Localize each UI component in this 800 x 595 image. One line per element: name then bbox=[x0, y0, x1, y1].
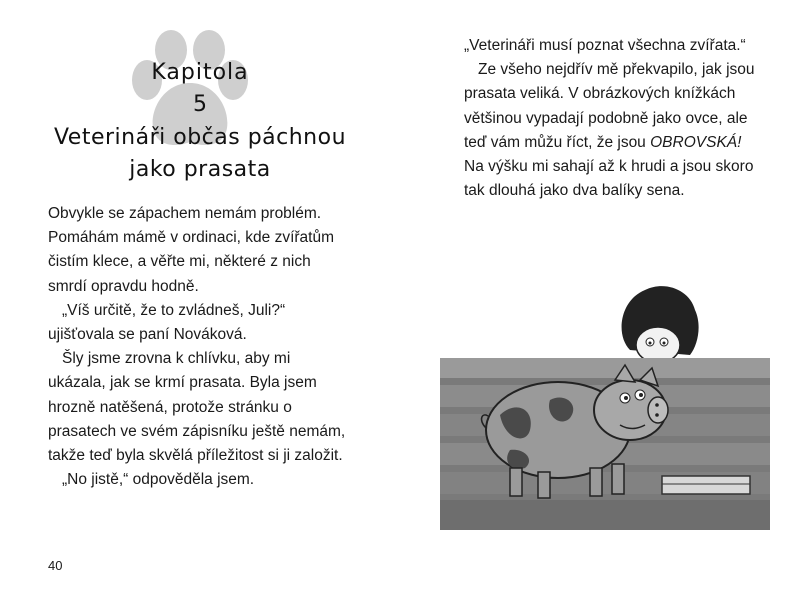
right-body-text bbox=[464, 34, 764, 203]
chapter-title bbox=[40, 122, 360, 186]
paragraph: „Veterináři musí poznat všechna zvířata.“ bbox=[464, 37, 746, 54]
pig-illustration bbox=[440, 280, 770, 530]
feeding-trough bbox=[662, 476, 750, 494]
chapter-title-line1: Veterináři občas páchnou bbox=[53, 125, 347, 150]
chapter-title-line2: jako prasata bbox=[129, 157, 271, 182]
left-body-text bbox=[48, 202, 348, 492]
paragraph: Obvykle se zápachem nemám problém. Pomáhám mámě v ordinaci, kde zvířatům čistím klece, a věřte mi, některé z nich smrdí opravdu hodně. bbox=[48, 205, 334, 295]
girl-figure bbox=[622, 286, 699, 363]
page-number: 40 bbox=[48, 558, 63, 573]
paragraph bbox=[464, 58, 764, 203]
emphasis-text: OBROVSKÁ! bbox=[650, 133, 742, 151]
right-page bbox=[400, 0, 800, 595]
paragraph: Šly jsme zrovna k chlívku, aby mi ukázala, jak se krmí prasata. Byla jsem hrozně natěšená, protože stránku o prasatech ve svém zápisníku ještě nemám, takže teď byla skvělá příležitost si ji založit. bbox=[48, 350, 346, 465]
paragraph-start: Ze všeho nejdřív mě překvapilo, jak jsou prasata veliká. V obrázkových knížkách většinou vypadají podobně jako ovce, ale teď vám můžu říct, že jsou bbox=[464, 61, 755, 151]
chapter-number: 5 bbox=[193, 92, 207, 117]
paragraph-end: Na výšku mi sahají až k hrudi a jsou skoro tak dlouhá jako dva balíky sena. bbox=[464, 158, 754, 200]
paragraph: „Víš určitě, že to zvládneš, Juli?“ ujišťovala se paní Nováková. bbox=[48, 301, 286, 344]
chapter-label: Kapitola bbox=[151, 60, 249, 85]
paragraph: „No jistě,“ odpověděla jsem. bbox=[62, 471, 255, 489]
